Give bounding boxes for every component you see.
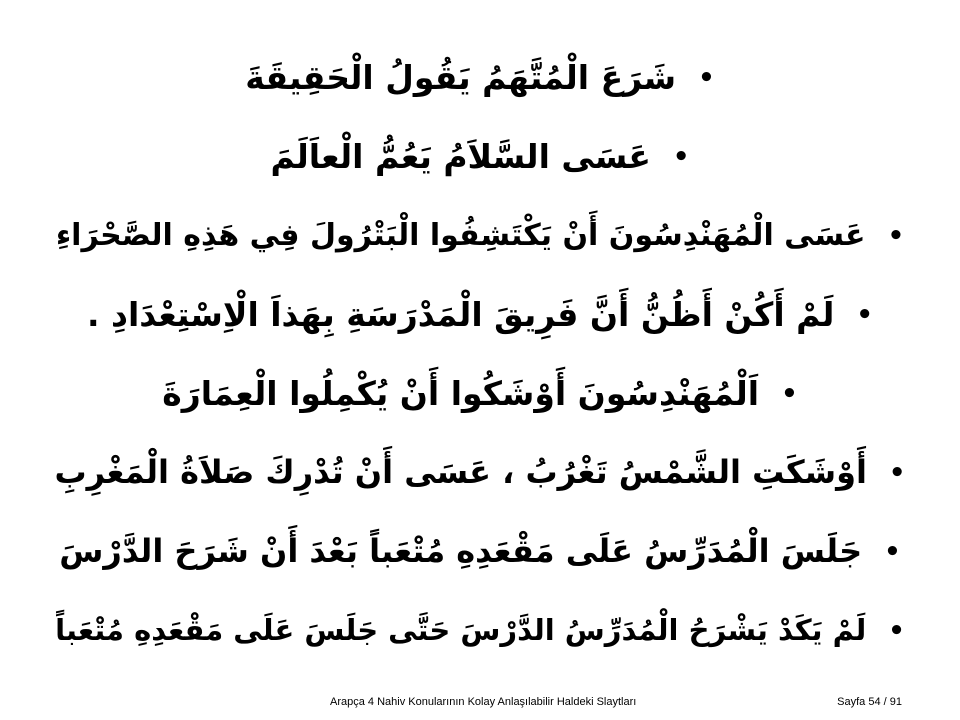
page-number: Sayfa 54 / 91 [837,696,902,708]
bullet-text: لَمْ يَكَدْ يَشْرَحُ الْمُدَرِّسُ الدَّرْسَ حَتَّى جَلَسَ عَلَى مَقْعَدِهِ مُتْعَباً [55,613,867,648]
bullet-text: لَمْ أَكُنْ أَظُنُّ أَنَّ فَرِيقَ الْمَدْرَسَةِ بِهَذاَ الْاِسْتِعْدَادِ . [86,294,835,334]
bullet-text: أَوْشَكَتِ الشَّمْسُ تَغْرُبُ ، عَسَى أَنْ تُدْرِكَ صَلاَةُ الْمَغْرِبِ [54,453,867,492]
bullet-icon: • [672,141,690,172]
list-item [0,117,960,196]
bullet-icon: • [781,378,798,409]
bullet-icon: • [698,62,715,93]
list-item [0,196,960,275]
list-item [0,591,960,670]
bullet-text: اَلْمُهَنْدِسُونَ أَوْشَكُوا أَنْ يُكْمِلُوا الْعِمَارَةَ [162,373,760,413]
bullet-text: جَلَسَ الْمُدَرِّسُ عَلَى مَقْعَدِهِ مُتْعَباً بَعْدَ أَنْ شَرَحَ الدَّرْسَ [59,532,863,571]
list-item [0,38,960,117]
bullet-text: عَسَى الْمُهَنْدِسُونَ أَنْ يَكْتَشِفُوا الْبَتْرُولَ فِي هَذِهِ الصَّحْرَاءِ [55,217,866,253]
bullet-list [0,38,960,670]
bullet-icon: • [888,615,905,646]
bullet-icon: • [884,536,901,567]
list-item [0,354,960,433]
footer [0,694,960,714]
bullet-icon: • [888,457,906,488]
bullet-text: عَسَى السَّلاَمُ يَعُمُّ الْعاَلَمَ [270,136,651,176]
footer-title: Arapça 4 Nahiv Konularının Kolay Anlaşılabilir Haldeki Slaytları [330,696,637,708]
bullet-icon: • [887,220,905,251]
list-item [0,433,960,512]
bullet-text: شَرَعَ الْمُتَّهَمُ يَقُولُ الْحَقِيقَةَ [245,57,677,97]
bullet-icon: • [856,299,874,330]
list-item [0,512,960,591]
list-item [0,275,960,354]
